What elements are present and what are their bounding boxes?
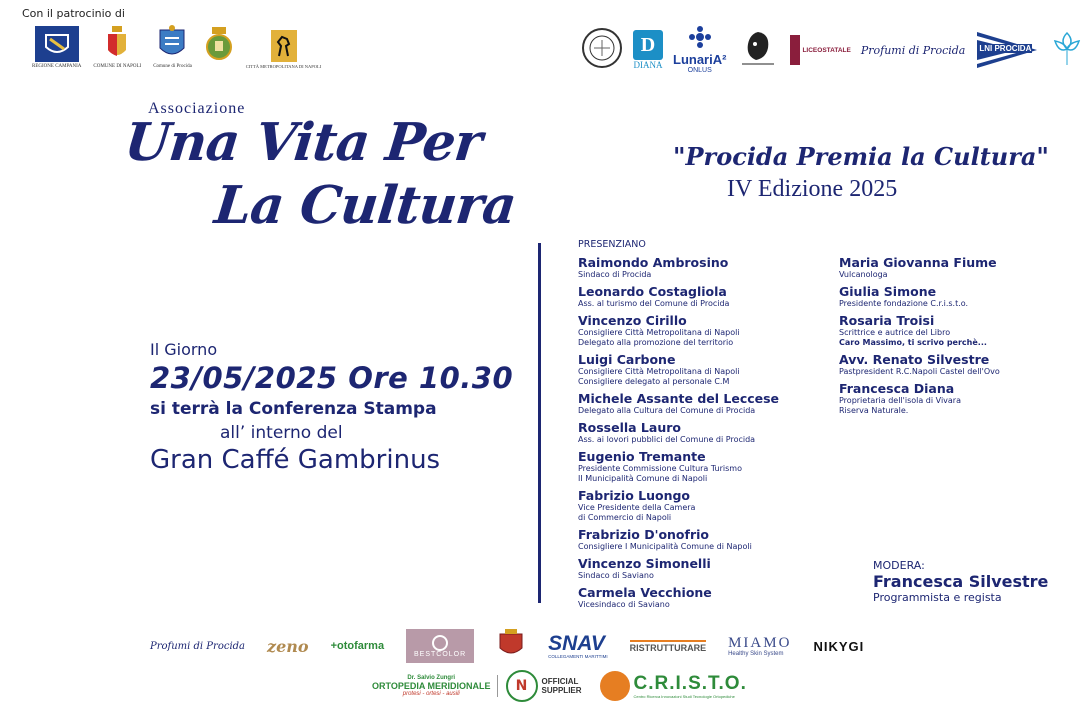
speaker-role: Ass. al turismo del Comune di Procida bbox=[578, 299, 730, 308]
speaker-name: Carmela Vecchione bbox=[578, 585, 712, 600]
speaker-role: Delegato alla promozione del territorio bbox=[578, 338, 734, 347]
inside-line: all’ interno del bbox=[220, 423, 343, 443]
speaker-role: II Municipalità Comune di Napoli bbox=[578, 474, 708, 483]
lni-procida-logo: LNI PROCIDA bbox=[975, 30, 1039, 70]
speaker-entry bbox=[578, 527, 779, 552]
speaker-name: Rosaria Troisi bbox=[839, 313, 935, 328]
speaker-entry bbox=[839, 381, 1000, 416]
venue-name: Gran Caffé Gambrinus bbox=[150, 445, 441, 475]
title-line-1: Una Vita Per bbox=[121, 112, 485, 173]
book-title: Caro Massimo, ti scrivo perchè... bbox=[839, 338, 987, 347]
napoli-crest-icon bbox=[104, 26, 130, 62]
moderator-block bbox=[873, 559, 1048, 604]
speaker-entry bbox=[839, 284, 1000, 309]
association-label: Associazione bbox=[148, 100, 246, 117]
speaker-role: Vicesindaco di Saviano bbox=[578, 600, 670, 609]
ortopedia-meridionale-logo: Dr. Salvio Zungri ORTOPEDIA MERIDIONALE protesi - ortesi - ausili bbox=[372, 675, 498, 697]
modera-label: MODERA: bbox=[873, 559, 925, 572]
speaker-role: Consigliere Città Metropolitana di Napoli bbox=[578, 328, 740, 337]
speaker-name: Eugenio Tremante bbox=[578, 449, 706, 464]
speaker-entry bbox=[578, 420, 779, 445]
event-edition: IV Edizione 2025 bbox=[727, 176, 898, 202]
cristo-logo: C.R.I.S.T.O. Centro Ricerca Innovazioni Studi Tecnologie Ortopediche bbox=[600, 671, 747, 701]
sponsors-row-2 bbox=[372, 670, 747, 702]
profumi-procida-logo: Profumi di Procida bbox=[860, 43, 966, 57]
speakers-column-1 bbox=[578, 255, 779, 614]
regione-campania-logo: REGIONE CAMPANIA bbox=[32, 26, 81, 69]
title-line-2: La Cultura bbox=[211, 175, 519, 236]
announcement bbox=[150, 340, 513, 475]
speaker-role: Vice Presidente della Camera bbox=[578, 503, 696, 512]
speaker-name: Giulia Simone bbox=[839, 284, 937, 299]
speaker-name: Raimondo Ambrosino bbox=[578, 255, 729, 270]
speaker-entry bbox=[578, 284, 779, 309]
speaker-entry bbox=[578, 391, 779, 416]
speaker-entry bbox=[839, 255, 1000, 280]
speaker-role: di Commercio di Napoli bbox=[578, 513, 672, 522]
speaker-role: Vulcanologa bbox=[839, 270, 888, 279]
speaker-name: Luigi Carbone bbox=[578, 352, 676, 367]
speaker-role: Scrittrice e autrice del Libro bbox=[839, 328, 951, 337]
speaker-name: Maria Giovanna Fiume bbox=[839, 255, 997, 270]
patrocinio-logos bbox=[32, 24, 321, 69]
liceo-bar-icon bbox=[790, 35, 800, 65]
speaker-role: Presidente Commissione Cultura Turismo bbox=[578, 464, 742, 473]
conference-line: si terrà la Conferenza Stampa bbox=[150, 399, 437, 419]
regione-campania-icon bbox=[35, 26, 79, 62]
speaker-role: Sindaco di Procida bbox=[578, 270, 652, 279]
partner-logos-top bbox=[581, 26, 1081, 74]
official-supplier-badge: N OFFICIAL SUPPLIER bbox=[506, 670, 592, 702]
speaker-role: Consigliere delegato al personale C.M bbox=[578, 377, 730, 386]
ristrutturare-logo: RISTRUTTURARE bbox=[630, 640, 707, 653]
speaker-name: Avv. Renato Silvestre bbox=[839, 352, 990, 367]
speaker-name: Rossella Lauro bbox=[578, 420, 681, 435]
saviano-crest-icon bbox=[204, 25, 234, 67]
zeno-logo: zeno bbox=[267, 636, 309, 656]
patrocinio-label: Con il patrocinio di bbox=[22, 7, 125, 20]
speaker-entry bbox=[578, 313, 779, 348]
speaker-entry bbox=[578, 449, 779, 484]
moderator-role: Programmista e regista bbox=[873, 591, 1002, 604]
donne-terza-eta-logo bbox=[736, 28, 780, 72]
event-datetime: 23/05/2025 Ore 10.30 bbox=[150, 361, 514, 395]
speaker-role: Proprietaria dell'isola di Vivara bbox=[839, 396, 961, 405]
citta-metropolitana-logo: CITTÀ METROPOLITANA DI NAPOLI bbox=[246, 30, 322, 69]
seal-icon bbox=[581, 27, 623, 73]
cristo-head-icon bbox=[600, 671, 630, 701]
speaker-name: Fabrizio Luongo bbox=[578, 488, 691, 503]
speaker-entry bbox=[839, 313, 1000, 348]
speaker-name: Vincenzo Simonelli bbox=[578, 556, 711, 571]
divider-line bbox=[538, 243, 541, 603]
nikygi-logo: NIKYGI bbox=[813, 638, 865, 654]
speaker-role: Consigliere Città Metropolitana di Napoli bbox=[578, 367, 740, 376]
comune-napoli-logo: COMUNE DI NAPOLI bbox=[93, 26, 141, 69]
speaker-role: Presidente fondazione C.r.i.s.t.o. bbox=[839, 299, 969, 308]
comune-saviano-logo bbox=[204, 25, 234, 69]
diana-d-icon: D bbox=[633, 30, 663, 60]
comune-procida-logo: Comune di Procida bbox=[153, 24, 192, 69]
speaker-entry bbox=[578, 556, 779, 581]
speaker-name: Michele Assante del Leccese bbox=[578, 391, 780, 406]
speaker-role: Consigliere I Municipalità Comune di Napoli bbox=[578, 542, 752, 551]
n-badge-icon: N bbox=[506, 670, 538, 702]
speaker-entry bbox=[839, 352, 1000, 377]
lunaria-logo: LunariA² ONLUS bbox=[673, 26, 726, 74]
otofarma-logo: +otofarma bbox=[330, 640, 385, 652]
speaker-name: Leonardo Costagliola bbox=[578, 284, 727, 299]
speaker-role: Pastpresident R.C.Napoli Castel dell'Ovo bbox=[839, 367, 1000, 376]
diana-logo: D DIANA bbox=[633, 30, 663, 70]
speakers-column-2 bbox=[839, 255, 1000, 420]
horse-icon bbox=[271, 30, 297, 62]
crest-sponsor-icon bbox=[496, 628, 526, 664]
speaker-role: Riserva Naturale. bbox=[839, 406, 909, 415]
speaker-name: Francesca Diana bbox=[839, 381, 955, 396]
speaker-entry bbox=[578, 352, 779, 387]
bestcolor-logo: BESTCOLOR bbox=[406, 629, 474, 663]
speaker-entry bbox=[578, 488, 779, 523]
miamo-logo: MIAMO Healthy Skin System bbox=[728, 634, 792, 657]
snav-logo: SNAV COLLEGAMENTI MARITTIMI bbox=[548, 631, 608, 659]
event-name: "Procida Premia la Cultura" bbox=[673, 142, 1049, 171]
flower-logo-icon bbox=[1049, 27, 1081, 73]
bestcolor-icon bbox=[432, 635, 448, 651]
speaker-entry bbox=[578, 585, 779, 610]
speaker-role: Delegato alla Cultura del Comune di Procida bbox=[578, 406, 756, 415]
moderator-name: Francesca Silvestre bbox=[873, 572, 1049, 591]
procida-crest-icon bbox=[157, 24, 187, 62]
lunaria-flower-icon bbox=[689, 26, 711, 52]
giorno-label: Il Giorno bbox=[150, 340, 218, 359]
profumi-procida-sponsor: Profumi di Procida bbox=[150, 640, 245, 652]
presenziano-label: PRESENZIANO bbox=[578, 239, 646, 250]
sponsors-row-1 bbox=[150, 628, 864, 664]
speaker-name: Vincenzo Cirillo bbox=[578, 313, 687, 328]
liceo-statale-logo: LICEOSTATALE bbox=[790, 35, 850, 65]
speaker-role: Sindaco di Saviano bbox=[578, 571, 654, 580]
speaker-role: Ass. ai lovori pubblici del Comune di Procida bbox=[578, 435, 756, 444]
speaker-name: Frabrizio D'onofrio bbox=[578, 527, 709, 542]
speaker-entry bbox=[578, 255, 779, 280]
